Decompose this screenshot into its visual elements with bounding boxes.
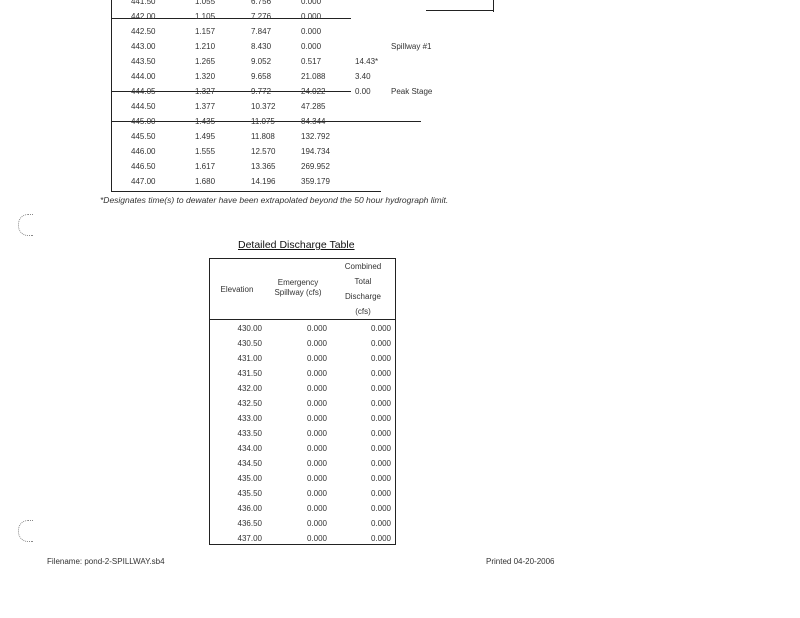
cell-value: 1.555 xyxy=(195,147,216,156)
cell-value: 21.088 xyxy=(301,72,326,81)
cell-value: 132.792 xyxy=(301,132,330,141)
cell-elevation: 436.00 xyxy=(237,504,262,513)
table-row xyxy=(210,411,395,426)
cell-emergency-spillway: 0.000 xyxy=(306,369,327,378)
cell-total-discharge: 0.000 xyxy=(370,504,391,513)
cell-elevation: 434.50 xyxy=(237,459,262,468)
cell-total-discharge: 0.000 xyxy=(370,369,391,378)
cell-elevation: 443.00 xyxy=(131,42,156,51)
cell-emergency-spillway: 0.000 xyxy=(306,489,327,498)
cell-value: 1.105 xyxy=(195,12,216,21)
cell-elevation: 442.50 xyxy=(131,27,156,36)
discharge-table-title: Detailed Discharge Table xyxy=(238,239,355,251)
cell-emergency-spillway: 0.000 xyxy=(306,354,327,363)
cell-value: 1.435 xyxy=(195,117,216,126)
table-row xyxy=(111,69,494,84)
cell-value: 47.285 xyxy=(301,102,326,111)
table-row xyxy=(210,336,395,351)
table-row xyxy=(111,9,494,24)
table-row xyxy=(111,129,494,144)
cell-value: 1.495 xyxy=(195,132,216,141)
header-combined: Combined xyxy=(344,262,382,271)
discharge-table xyxy=(209,258,396,545)
cell-elevation: 446.50 xyxy=(131,162,156,171)
cell-total-discharge: 0.000 xyxy=(370,429,391,438)
cell-emergency-spillway: 0.000 xyxy=(306,384,327,393)
punch-hole-mark xyxy=(18,520,33,542)
cell-total-discharge: 0.000 xyxy=(370,534,391,543)
table-row xyxy=(210,456,395,471)
cell-emergency-spillway: 0.000 xyxy=(306,444,327,453)
header-discharge: Discharge xyxy=(344,292,381,301)
cell-elevation: 432.00 xyxy=(237,384,262,393)
header-elevation: Elevation xyxy=(220,285,254,294)
cell-value: 11.808 xyxy=(251,132,275,141)
table-row xyxy=(210,516,395,531)
cell-elevation: 435.50 xyxy=(237,489,262,498)
table-row xyxy=(210,501,395,516)
footer-printed-date: Printed 04-20-2006 xyxy=(486,557,555,566)
cell-label: Peak Stage xyxy=(391,87,433,96)
table-row xyxy=(210,366,395,381)
cell-value: 8.430 xyxy=(251,42,272,51)
cell-value: 7.847 xyxy=(251,27,272,36)
cell-time: 0.00 xyxy=(355,87,371,96)
cell-value: 1.617 xyxy=(195,162,216,171)
cell-emergency-spillway: 0.000 xyxy=(306,414,327,423)
cell-label: Spillway #1 xyxy=(391,42,432,51)
footnote: *Designates time(s) to dewater have been extrapolated beyond the 50 hour hydrograph limit. xyxy=(100,195,449,205)
cell-elevation: 430.50 xyxy=(237,339,262,348)
cell-total-discharge: 0.000 xyxy=(370,459,391,468)
cell-elevation: 434.00 xyxy=(237,444,262,453)
cell-value: 14.196 xyxy=(251,177,276,186)
table-row xyxy=(111,0,494,9)
table-row xyxy=(210,426,395,441)
cell-elevation: 435.00 xyxy=(237,474,262,483)
cell-value: 1.327 xyxy=(195,87,216,96)
cell-elevation: 436.50 xyxy=(237,519,262,528)
cell-elevation: 431.50 xyxy=(237,369,262,378)
cell-emergency-spillway: 0.000 xyxy=(306,399,327,408)
cell-emergency-spillway: 0.000 xyxy=(306,429,327,438)
cell-value: 1.210 xyxy=(195,42,216,51)
table-row xyxy=(210,381,395,396)
cell-elevation: 444.05 xyxy=(131,87,156,96)
cell-emergency-spillway: 0.000 xyxy=(306,474,327,483)
cell-value: 12.570 xyxy=(251,147,276,156)
table-row xyxy=(210,396,395,411)
table-bottom-border xyxy=(111,191,381,192)
table-row xyxy=(111,99,494,114)
cell-value: 13.365 xyxy=(251,162,276,171)
cell-elevation: 441.50 xyxy=(131,0,156,6)
cell-value: 1.157 xyxy=(195,27,216,36)
cell-total-discharge: 0.000 xyxy=(370,519,391,528)
cell-value: 7.276 xyxy=(251,12,272,21)
cell-elevation: 447.00 xyxy=(131,177,156,186)
table-row xyxy=(111,84,494,99)
header-divider xyxy=(210,319,395,320)
table-row xyxy=(111,39,494,54)
cell-time: 14.43* xyxy=(355,57,379,66)
header-total: Total xyxy=(354,277,372,286)
cell-elevation: 445.00 xyxy=(131,117,156,126)
cell-value: 0.000 xyxy=(301,12,322,21)
cell-elevation: 433.00 xyxy=(237,414,262,423)
footer-filename: Filename: pond-2-SPILLWAY.sb4 xyxy=(47,557,165,566)
cell-value: 11.075 xyxy=(251,117,275,126)
cell-total-discharge: 0.000 xyxy=(370,339,391,348)
cell-value: 6.756 xyxy=(251,0,272,6)
stage-storage-table xyxy=(111,0,494,191)
table-row xyxy=(111,54,494,69)
cell-value: 0.000 xyxy=(301,27,322,36)
cell-total-discharge: 0.000 xyxy=(370,324,391,333)
table-row xyxy=(210,321,395,336)
cell-value: 194.734 xyxy=(301,147,330,156)
table-row xyxy=(210,486,395,501)
cell-total-discharge: 0.000 xyxy=(370,414,391,423)
cell-elevation: 444.00 xyxy=(131,72,156,81)
cell-elevation: 444.50 xyxy=(131,102,156,111)
cell-value: 1.320 xyxy=(195,72,216,81)
cell-emergency-spillway: 0.000 xyxy=(306,339,327,348)
cell-value: 0.000 xyxy=(301,42,322,51)
cell-elevation: 442.00 xyxy=(131,12,156,21)
cell-emergency-spillway: 0.000 xyxy=(306,459,327,468)
cell-time: 3.40 xyxy=(355,72,371,81)
cell-value: 269.952 xyxy=(301,162,330,171)
table-row xyxy=(111,174,494,189)
cell-emergency-spillway: 0.000 xyxy=(306,519,327,528)
header-cfs: (cfs) xyxy=(355,307,371,316)
cell-value: 9.658 xyxy=(251,72,272,81)
cell-elevation: 446.00 xyxy=(131,147,156,156)
table-row xyxy=(210,471,395,486)
cell-value: 0.517 xyxy=(301,57,322,66)
cell-elevation: 430.00 xyxy=(237,324,262,333)
punch-hole-mark xyxy=(18,214,33,236)
cell-value: 84.344 xyxy=(301,117,326,126)
cell-value: 1.265 xyxy=(195,57,216,66)
cell-emergency-spillway: 0.000 xyxy=(306,324,327,333)
cell-elevation: 433.50 xyxy=(237,429,262,438)
cell-value: 359.179 xyxy=(301,177,330,186)
cell-total-discharge: 0.000 xyxy=(370,384,391,393)
cell-elevation: 443.50 xyxy=(131,57,156,66)
table-row xyxy=(210,351,395,366)
table-row xyxy=(210,441,395,456)
table-row xyxy=(111,114,494,129)
cell-value: 10.372 xyxy=(251,102,276,111)
cell-elevation: 431.00 xyxy=(237,354,262,363)
cell-value: 1.055 xyxy=(195,0,216,6)
cell-total-discharge: 0.000 xyxy=(370,444,391,453)
table-row xyxy=(111,24,494,39)
cell-emergency-spillway: 0.000 xyxy=(306,504,327,513)
cell-value: 1.680 xyxy=(195,177,216,186)
table-row xyxy=(111,144,494,159)
cell-total-discharge: 0.000 xyxy=(370,489,391,498)
table-row xyxy=(111,159,494,174)
cell-value: 1.377 xyxy=(195,102,216,111)
cell-total-discharge: 0.000 xyxy=(370,399,391,408)
cell-value: 24.022 xyxy=(301,87,326,96)
table-row xyxy=(210,531,395,546)
cell-elevation: 437.00 xyxy=(237,534,262,543)
cell-emergency-spillway: 0.000 xyxy=(306,534,327,543)
cell-elevation: 445.50 xyxy=(131,132,156,141)
cell-total-discharge: 0.000 xyxy=(370,354,391,363)
cell-value: 0.000 xyxy=(301,0,322,6)
cell-elevation: 432.50 xyxy=(237,399,262,408)
cell-value: 9.052 xyxy=(251,57,272,66)
cell-value: 9.772 xyxy=(251,87,272,96)
cell-total-discharge: 0.000 xyxy=(370,474,391,483)
header-emergency-spillway: Emergency Spillway (cfs) xyxy=(274,278,322,297)
